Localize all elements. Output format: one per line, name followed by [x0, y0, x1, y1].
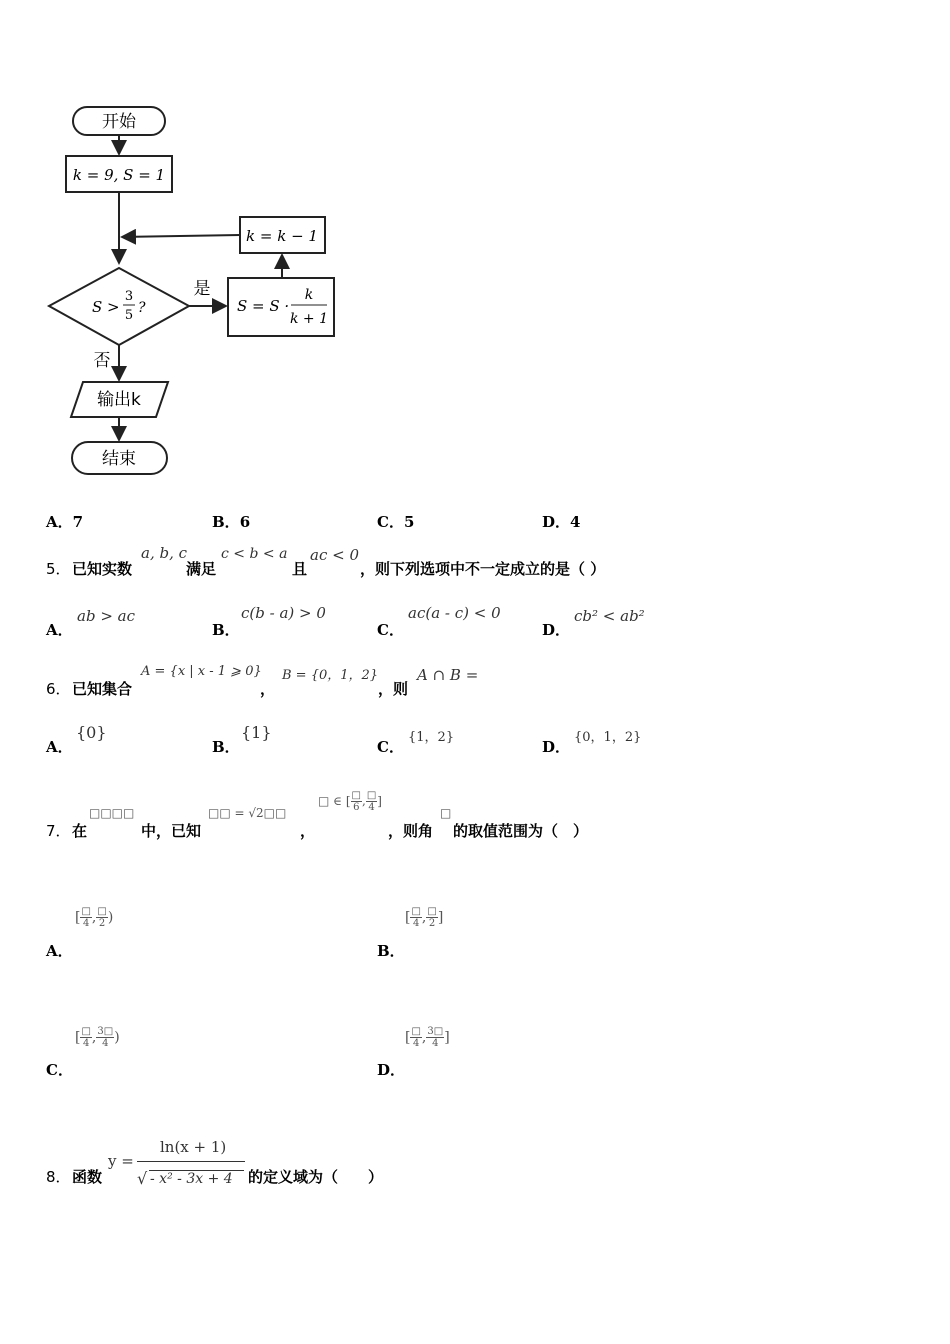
- q5-option-a-math[interactable]: ab > ac: [77, 607, 135, 625]
- q5-text-1: 已知实数: [72, 560, 133, 578]
- q6-option-d-math[interactable]: {0，1，2}: [574, 730, 642, 745]
- q7-math-2: □□ = √2□□: [208, 806, 287, 820]
- q6-option-c-math[interactable]: {1，2}: [408, 730, 455, 745]
- q7-text-3: ，: [300, 822, 316, 840]
- q6-option-c-letter[interactable]: C．: [377, 738, 404, 756]
- q7-option-c-letter[interactable]: C．: [46, 1061, 73, 1079]
- q7-number: 7．: [46, 822, 71, 840]
- q5-option-b-math[interactable]: c(b - a) > 0: [241, 604, 326, 622]
- q5-math-1: a, b, c: [141, 544, 188, 562]
- condition-q: ?: [138, 300, 146, 316]
- q7-text-1: 在: [72, 822, 88, 840]
- q6-number: 6．: [46, 680, 71, 698]
- q8-text-1: 函数: [72, 1168, 103, 1186]
- output-label: 输出k: [97, 390, 141, 410]
- q5-option-d-math[interactable]: cb² < ab²: [574, 607, 645, 625]
- q7-math-4: □: [440, 806, 452, 820]
- update-den: k + 1: [289, 311, 329, 327]
- condition-num: 3: [124, 289, 134, 304]
- q5-option-d-letter[interactable]: D．: [542, 621, 571, 639]
- q8-fraction-bar: [137, 1161, 245, 1162]
- q6-option-a-math[interactable]: {0}: [76, 723, 107, 742]
- q7-text-2: 中，已知: [141, 822, 202, 840]
- q8-numerator: ln(x + 1): [160, 1138, 227, 1156]
- q6-option-b-letter[interactable]: B．: [212, 738, 240, 756]
- q5-math-2: c < b < a: [221, 546, 288, 562]
- no-label: 否: [93, 351, 111, 371]
- q7-math-1: □□□□: [89, 806, 135, 820]
- q7-option-a-letter[interactable]: A．: [46, 942, 73, 960]
- init-label: k = 9, S = 1: [72, 166, 166, 184]
- q7-option-b-letter[interactable]: B．: [377, 942, 405, 960]
- q5-text-3: 且: [292, 560, 308, 578]
- condition-left: S >: [92, 298, 120, 316]
- q5-text-2: 满足: [186, 560, 217, 578]
- q7-math-3: □ ∈ [ $\frac{□}{6}$ , $\frac{□}{4}$ ]: [318, 790, 382, 813]
- q7-option-d-letter[interactable]: D．: [377, 1061, 406, 1079]
- q5-math-3: ac < 0: [310, 546, 359, 564]
- q6-text-3: ，则: [378, 680, 409, 698]
- q7-text-5: 的取值范围为（ ）: [453, 822, 589, 840]
- flowchart: [40, 100, 360, 485]
- q6-option-b-math[interactable]: {1}: [241, 723, 272, 742]
- q6-math-3: A ∩ B =: [417, 666, 479, 684]
- q4-option-b[interactable]: B．6: [212, 513, 251, 531]
- q5-option-c-letter[interactable]: C．: [377, 621, 404, 639]
- q6-text-2: ，: [260, 680, 276, 698]
- q6-option-a-letter[interactable]: A．: [46, 738, 73, 756]
- start-label: 开始: [102, 112, 136, 132]
- q7-option-b-math[interactable]: [ $\frac{□}{4}$ , $\frac{□}{2}$ ]: [405, 906, 444, 929]
- q4-option-d[interactable]: D．4: [542, 513, 581, 531]
- q4-option-c[interactable]: C．5: [377, 513, 415, 531]
- condition-den: 5: [124, 308, 134, 323]
- update-left: S = S ·: [237, 297, 290, 315]
- yes-label: 是: [193, 279, 211, 299]
- q6-math-2: B = {0，1，2}: [282, 668, 379, 683]
- q7-option-a-math[interactable]: [ $\frac{□}{4}$ , $\frac{□}{2}$ ): [75, 906, 114, 929]
- q7-option-d-math[interactable]: [ $\frac{□}{4}$ , $\frac{3□}{4}$ ]: [405, 1026, 450, 1049]
- update-num: k: [304, 287, 314, 303]
- q7-option-c-math[interactable]: [ $\frac{□}{4}$ , $\frac{3□}{4}$ ): [75, 1026, 120, 1049]
- q7-text-4: ，则角: [388, 822, 434, 840]
- q5-option-b-letter[interactable]: B．: [212, 621, 240, 639]
- q5-option-a-letter[interactable]: A．: [46, 621, 73, 639]
- q6-option-d-letter[interactable]: D．: [542, 738, 571, 756]
- q4-option-a[interactable]: A．7: [46, 513, 84, 531]
- q5-text-4: ，则下列选项中不一定成立的是（ ）: [360, 560, 606, 578]
- q6-math-1: A = {x | x - 1 ⩾ 0}: [141, 664, 262, 679]
- q6-text-1: 已知集合: [72, 680, 133, 698]
- q5-option-c-math[interactable]: ac(a - c) < 0: [408, 604, 501, 622]
- q8-lhs: y =: [108, 1152, 134, 1170]
- end-label: 结束: [102, 449, 136, 469]
- q8-number: 8．: [46, 1168, 71, 1186]
- q8-text-2: 的定义域为（ ）: [248, 1168, 384, 1186]
- decrement-label: k = k − 1: [246, 227, 318, 245]
- q8-sqrt-sign: √: [137, 1169, 148, 1188]
- q5-number: 5．: [46, 560, 71, 578]
- q8-denominator: - x² - 3x + 4: [150, 1171, 233, 1187]
